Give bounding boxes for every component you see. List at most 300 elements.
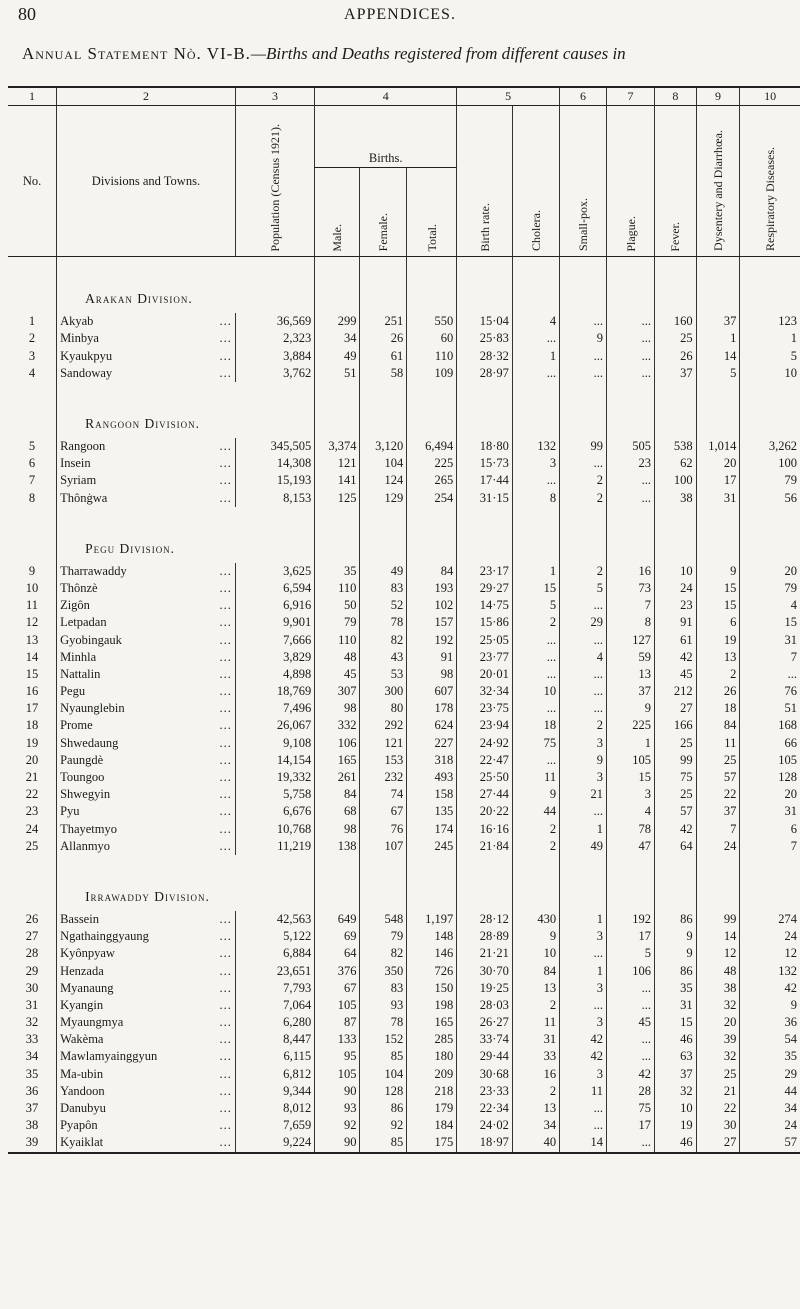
cell-cholera: 13 [512,980,559,997]
cell-cholera: 13 [512,1100,559,1117]
cell-male: 261 [315,769,360,786]
table-row [8,649,800,666]
column-number: 4 [315,87,457,106]
cell-plague: ... [607,1031,655,1048]
division-name-text: Kyaiklat [60,1135,104,1150]
cell-dysentery: 48 [696,962,740,979]
cell-resp: 128 [740,769,800,786]
cell-dysentery: 2 [696,666,740,683]
cell-pop: 7,064 [235,997,314,1014]
cell-female: 53 [360,666,407,683]
cell-resp: 31 [740,631,800,648]
cell-total: 198 [407,997,457,1014]
leader-dots: ... [219,456,232,471]
cell-cholera: 75 [512,735,559,752]
table-row [8,1134,800,1152]
cell-rate: 33·74 [457,1031,513,1048]
division-name [57,683,236,700]
table-row [8,838,800,855]
cell-pop: 14,308 [235,455,314,472]
division-name-text: Letpadan [60,615,107,630]
cell-resp: 56 [740,490,800,507]
division-name [57,803,236,820]
header-respiratory [740,106,800,257]
cell-plague: ... [607,313,655,330]
cell-rate: 28·97 [457,365,513,382]
cell-dysentery: 7 [696,821,740,838]
cell-smallpox: 2 [560,563,607,580]
cell-plague: 17 [607,1117,655,1134]
cell-smallpox: 3 [560,769,607,786]
cell-smallpox: 4 [560,649,607,666]
cell-dysentery: 37 [696,313,740,330]
table-row [8,614,800,631]
header-no: No. [8,106,57,257]
cell-fever: 27 [654,700,696,717]
cell-rate: 23·33 [457,1083,513,1100]
cell-rate: 25·05 [457,631,513,648]
cell-fever: 42 [654,649,696,666]
table-row [8,945,800,962]
division-name [57,735,236,752]
header-cholera [512,106,559,257]
leader-dots: ... [219,718,232,733]
cell-cholera: 2 [512,1083,559,1100]
cell-dysentery: 25 [696,752,740,769]
table-row [8,580,800,597]
cell-total: 184 [407,1117,457,1134]
cell-fever: 25 [654,786,696,803]
cell-smallpox: ... [560,631,607,648]
section-header-row [8,382,800,438]
cell-plague: 4 [607,803,655,820]
cell-female: 74 [360,786,407,803]
cell-fever: 538 [654,438,696,455]
cell-rate: 24·02 [457,1117,513,1134]
cell-plague: 15 [607,769,655,786]
cell-smallpox: 2 [560,472,607,489]
table-row [8,438,800,455]
header-respiratory-text: Respiratory Diseases. [763,147,778,252]
division-name-text: Prome [60,718,93,733]
cell-fever: 25 [654,330,696,347]
cell-fever: 19 [654,1117,696,1134]
cell-total: 6,494 [407,438,457,455]
header-female [360,168,407,257]
cell-pop: 9,224 [235,1134,314,1152]
cell-cholera: 11 [512,769,559,786]
cell-rate: 16·16 [457,821,513,838]
cell-pop: 6,676 [235,803,314,820]
cell-male: 138 [315,838,360,855]
cell-pop: 7,659 [235,1117,314,1134]
cell-smallpox: 11 [560,1083,607,1100]
division-name-text: Nyaunglebin [60,701,125,716]
cell-rate: 31·15 [457,490,513,507]
cell-female: 49 [360,563,407,580]
cell-male: 51 [315,365,360,382]
cell-rate: 29·44 [457,1048,513,1065]
cell-pop: 8,153 [235,490,314,507]
division-name-text: Sandoway [60,365,113,380]
section-header-row [8,257,800,314]
division-name [57,438,236,455]
division-name [57,769,236,786]
cell-plague: 106 [607,962,655,979]
cell-pop: 8,447 [235,1031,314,1048]
section-header-row [8,855,800,911]
table-body [8,257,800,1153]
row-number: 36 [25,1083,39,1098]
cell-dysentery: 12 [696,945,740,962]
table-row [8,1117,800,1134]
row-number: 30 [25,980,39,995]
division-name [57,945,236,962]
row-number: 12 [25,615,39,630]
leader-dots: ... [219,1118,232,1133]
division-name [57,752,236,769]
division-name [57,365,236,382]
cell-total: 146 [407,945,457,962]
table-row [8,683,800,700]
table-row [8,821,800,838]
cell-male: 105 [315,1066,360,1083]
cell-female: 85 [360,1134,407,1152]
cell-plague: ... [607,365,655,382]
cell-fever: 99 [654,752,696,769]
cell-female: 152 [360,1031,407,1048]
cell-male: 48 [315,649,360,666]
cell-smallpox: 1 [560,962,607,979]
leader-dots: ... [219,598,232,613]
cell-rate: 23·75 [457,700,513,717]
division-name-text: Myanaung [60,980,114,995]
cell-smallpox: 42 [560,1048,607,1065]
cell-fever: 37 [654,1066,696,1083]
cell-pop: 2,323 [235,330,314,347]
cell-resp: 76 [740,683,800,700]
division-name-text: Shwegyin [60,787,111,802]
table-row [8,928,800,945]
cell-fever: 32 [654,1083,696,1100]
cell-cholera: 16 [512,1066,559,1083]
cell-resp: 31 [740,803,800,820]
leader-dots: ... [219,314,232,329]
cell-smallpox: ... [560,700,607,717]
division-name-text: Thayetmyo [60,821,117,836]
cell-cholera: 11 [512,1014,559,1031]
cell-total: 624 [407,717,457,734]
division-name [57,1134,236,1152]
cell-female: 61 [360,348,407,365]
leader-dots: ... [219,649,232,664]
statement-title-prefix: Annual Statement Nò. VI-B. [22,44,251,63]
cell-plague: 75 [607,1100,655,1117]
division-name [57,455,236,472]
cell-cholera: 5 [512,597,559,614]
row-number: 4 [28,365,36,380]
cell-total: 285 [407,1031,457,1048]
cell-total: 550 [407,313,457,330]
row-number: 20 [25,752,39,767]
cell-male: 299 [315,313,360,330]
cell-fever: 100 [654,472,696,489]
division-name-text: Thônġwa [60,490,108,505]
cell-cholera: ... [512,649,559,666]
division-name-text: Syriam [60,473,97,488]
cell-male: 79 [315,614,360,631]
header-population-text: Population (Census 1921). [268,123,282,252]
cell-total: 265 [407,472,457,489]
division-name [57,597,236,614]
cell-smallpox: ... [560,1100,607,1117]
leader-dots: ... [219,1083,232,1098]
cell-dysentery: 37 [696,803,740,820]
cell-total: 218 [407,1083,457,1100]
cell-resp: 12 [740,945,800,962]
leader-dots: ... [219,701,232,716]
table-row [8,563,800,580]
cell-rate: 14·75 [457,597,513,614]
row-number: 11 [26,598,39,613]
cell-dysentery: 9 [696,563,740,580]
row-number: 5 [28,439,36,454]
row-number: 19 [25,735,39,750]
division-name-text: Wakèma [60,1032,104,1047]
cell-pop: 6,884 [235,945,314,962]
cell-pop: 6,916 [235,597,314,614]
cell-rate: 25·83 [457,330,513,347]
row-number: 23 [25,804,39,819]
cell-smallpox: 29 [560,614,607,631]
column-number: 6 [560,87,607,106]
cell-total: 148 [407,928,457,945]
leader-dots: ... [219,365,232,380]
cell-dysentery: 19 [696,631,740,648]
cell-fever: 45 [654,666,696,683]
cell-pop: 8,012 [235,1100,314,1117]
division-name [57,821,236,838]
division-name [57,649,236,666]
cell-plague: ... [607,348,655,365]
cell-rate: 17·44 [457,472,513,489]
leader-dots: ... [219,632,232,647]
table-row [8,1014,800,1031]
cell-female: 79 [360,928,407,945]
cell-cholera: 1 [512,563,559,580]
cell-resp: 274 [740,911,800,928]
cell-cholera: ... [512,700,559,717]
cell-plague: ... [607,980,655,997]
cell-rate: 32·34 [457,683,513,700]
cell-smallpox: ... [560,597,607,614]
leader-dots: ... [219,1066,232,1081]
cell-male: 69 [315,928,360,945]
cell-plague: 23 [607,455,655,472]
table-row [8,631,800,648]
cell-fever: 38 [654,490,696,507]
cell-cholera: ... [512,666,559,683]
division-name-text: Mawlamyainggyun [60,1049,158,1064]
cell-fever: 35 [654,980,696,997]
division-name-text: Pyapôn [60,1118,98,1133]
cell-cholera: 2 [512,997,559,1014]
cell-cholera: 430 [512,911,559,928]
row-number: 37 [25,1101,39,1116]
cell-resp: ... [740,666,800,683]
cell-female: 76 [360,821,407,838]
cell-smallpox: ... [560,997,607,1014]
cell-smallpox: 1 [560,911,607,928]
division-name-text: Ma-ubin [60,1066,104,1081]
cell-female: 251 [360,313,407,330]
cell-pop: 9,901 [235,614,314,631]
leader-dots: ... [219,838,232,853]
cell-female: 82 [360,945,407,962]
running-head: APPENDICES. [344,6,456,23]
table-row [8,490,800,507]
table-row [8,997,800,1014]
cell-rate: 21·21 [457,945,513,962]
cell-resp: 168 [740,717,800,734]
cell-plague: 59 [607,649,655,666]
cell-resp: 34 [740,1100,800,1117]
cell-resp: 51 [740,700,800,717]
cell-pop: 7,496 [235,700,314,717]
cell-dysentery: 39 [696,1031,740,1048]
cell-smallpox: 49 [560,838,607,855]
cell-dysentery: 99 [696,911,740,928]
cell-fever: 37 [654,365,696,382]
cell-plague: 3 [607,786,655,803]
cell-total: 91 [407,649,457,666]
division-name-text: Shwedaung [60,735,119,750]
leader-dots: ... [219,1101,232,1116]
cell-rate: 18·80 [457,438,513,455]
row-number: 21 [25,770,39,785]
cell-pop: 7,793 [235,980,314,997]
cell-fever: 62 [654,455,696,472]
cell-plague: ... [607,1134,655,1152]
division-name [57,348,236,365]
cell-smallpox: 42 [560,1031,607,1048]
cell-rate: 23·17 [457,563,513,580]
cell-smallpox: ... [560,945,607,962]
cell-rate: 15·86 [457,614,513,631]
cell-male: 98 [315,700,360,717]
cell-female: 83 [360,980,407,997]
table-row [8,1100,800,1117]
cell-female: 78 [360,614,407,631]
cell-fever: 63 [654,1048,696,1065]
row-number: 25 [25,838,39,853]
division-name [57,1014,236,1031]
cell-fever: 46 [654,1031,696,1048]
division-name-text: Gyobingauk [60,632,122,647]
cell-pop: 19,332 [235,769,314,786]
division-name [57,490,236,507]
cell-total: 84 [407,563,457,580]
row-number: 14 [25,649,39,664]
cell-rate: 29·27 [457,580,513,597]
column-number: 7 [607,87,655,106]
division-name-text: Thônzè [60,580,98,595]
cell-cholera: 9 [512,928,559,945]
cell-pop: 23,651 [235,962,314,979]
cell-total: 318 [407,752,457,769]
row-number: 32 [25,1015,39,1030]
row-number: 34 [25,1049,39,1064]
cell-total: 607 [407,683,457,700]
division-name-text: Tharrawaddy [60,563,127,578]
leader-dots: ... [219,439,232,454]
cell-resp: 66 [740,735,800,752]
cell-fever: 42 [654,821,696,838]
cell-male: 35 [315,563,360,580]
cell-plague: 42 [607,1066,655,1083]
cell-resp: 79 [740,580,800,597]
division-name [57,1048,236,1065]
cell-male: 64 [315,945,360,962]
cell-pop: 6,115 [235,1048,314,1065]
cell-resp: 100 [740,455,800,472]
row-number: 16 [25,684,39,699]
cell-total: 254 [407,490,457,507]
section-header-row [8,507,800,563]
division-name-text: Toungoo [60,770,105,785]
cell-cholera: 8 [512,490,559,507]
cell-female: 232 [360,769,407,786]
cell-smallpox: ... [560,313,607,330]
cell-plague: 505 [607,438,655,455]
cell-smallpox: 3 [560,1066,607,1083]
cell-female: 350 [360,962,407,979]
cell-smallpox: 2 [560,490,607,507]
cell-smallpox: 1 [560,821,607,838]
leader-dots: ... [219,821,232,836]
cell-female: 78 [360,1014,407,1031]
cell-smallpox: ... [560,666,607,683]
cell-pop: 42,563 [235,911,314,928]
cell-plague: ... [607,490,655,507]
cell-rate: 19·25 [457,980,513,997]
cell-plague: 13 [607,666,655,683]
row-number: 35 [25,1066,39,1081]
table-row [8,717,800,734]
cell-total: 193 [407,580,457,597]
cell-rate: 28·32 [457,348,513,365]
cell-total: 135 [407,803,457,820]
cell-resp: 10 [740,365,800,382]
table-row [8,752,800,769]
header-cholera-text: Cholera. [528,210,543,252]
table-row [8,803,800,820]
row-number: 18 [25,718,39,733]
cell-male: 332 [315,717,360,734]
header-dysentery-text: Dysentery and Diarrhœa. [710,130,725,252]
row-number: 7 [28,473,36,488]
cell-male: 307 [315,683,360,700]
cell-plague: 47 [607,838,655,855]
cell-resp: 9 [740,997,800,1014]
cell-total: 60 [407,330,457,347]
cell-male: 121 [315,455,360,472]
column-number-row [8,87,800,106]
section-label: Irrawaddy Division. [57,855,315,911]
cell-rate: 24·92 [457,735,513,752]
header-female-text: Female. [376,212,391,252]
cell-fever: 61 [654,631,696,648]
